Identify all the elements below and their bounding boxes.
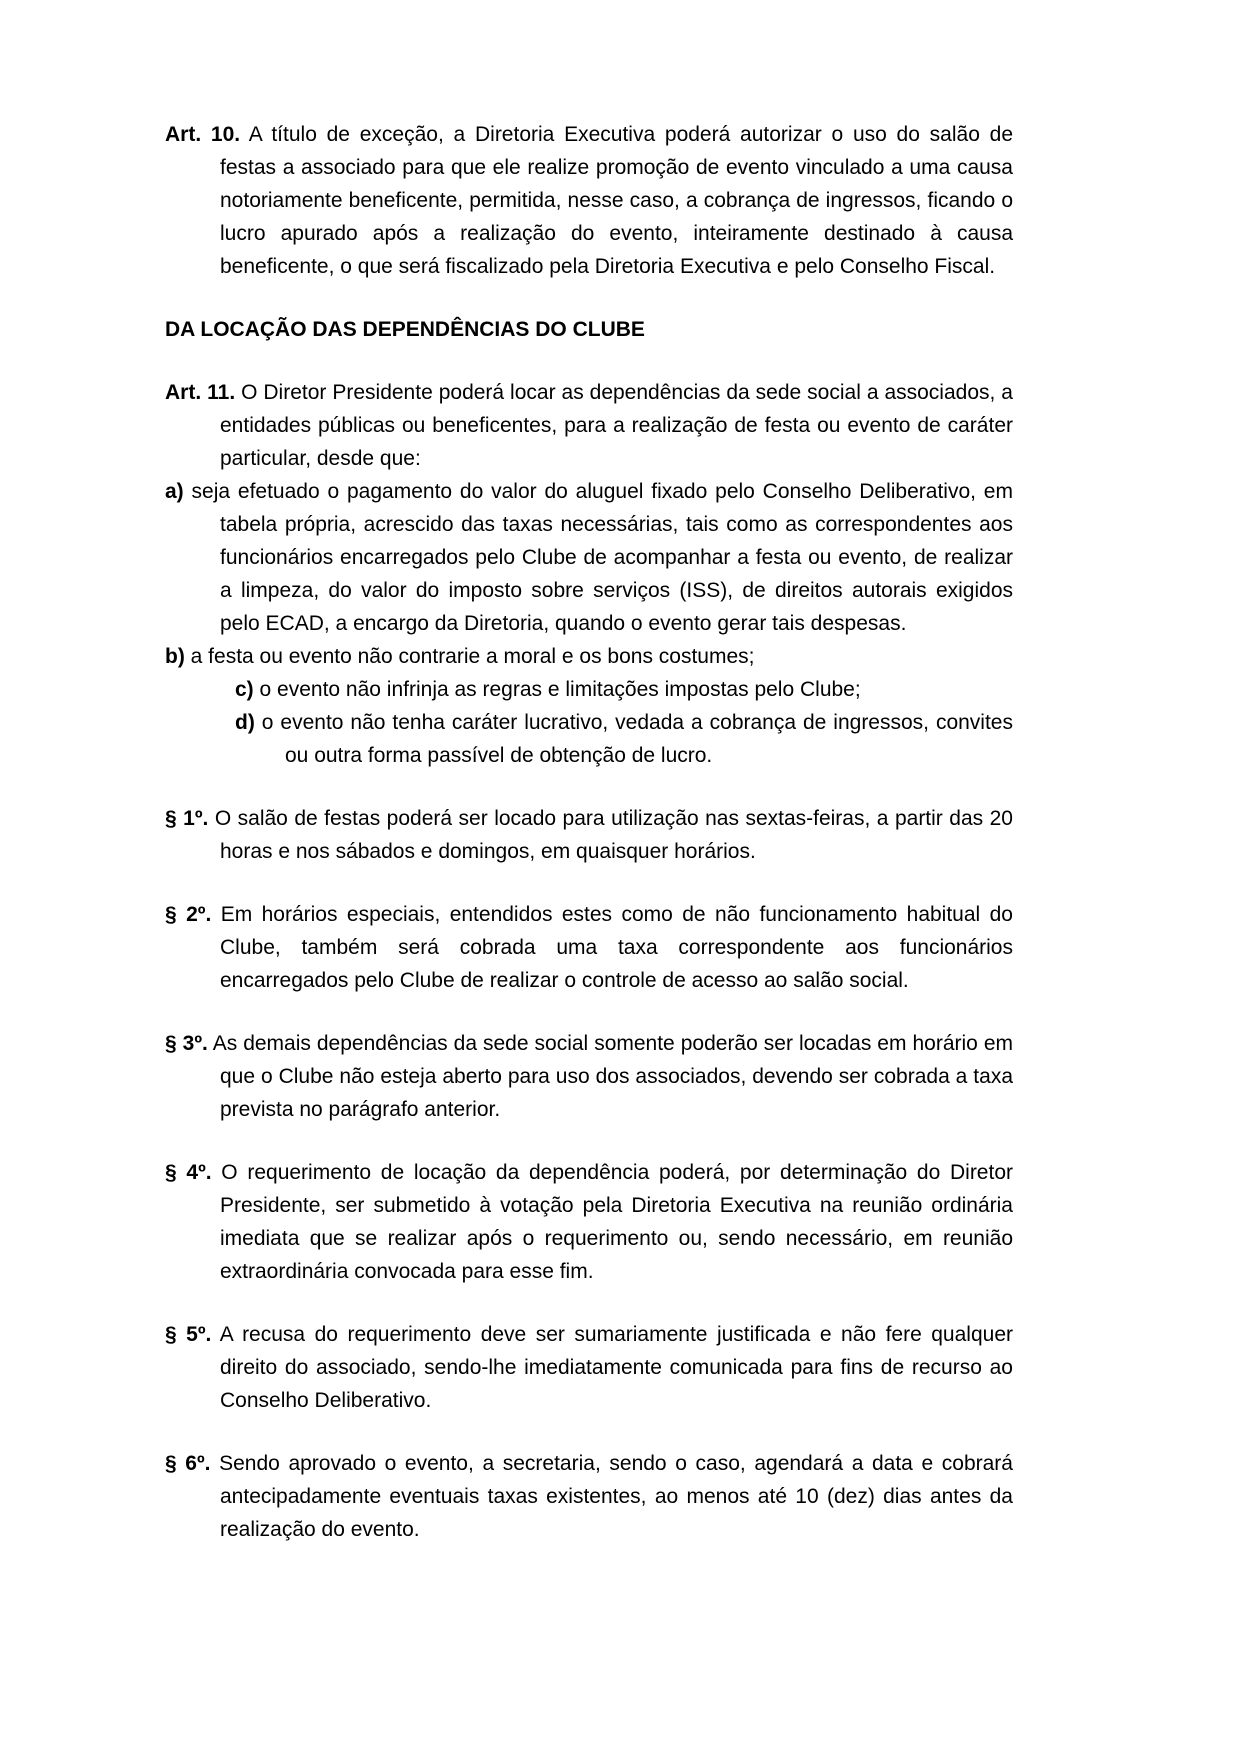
item-b [165, 640, 1013, 673]
item-c-label: c) [235, 678, 254, 701]
paragraph-4-text: O requerimento de locação da dependência poderá, por determinação do Diretor Presidente, ser submetido à votação pela Diretoria Executiva na reunião ordinária imediata que se realizar após o requerimento ou, sendo necessário, em reunião extraordinária convocada para esse fim. [220, 1161, 1013, 1283]
paragraph-5-label: § 5º. [165, 1323, 212, 1346]
item-a-text: seja efetuado o pagamento do valor do aluguel fixado pelo Conselho Deliberativo, em tabela própria, acrescido das taxas necessárias, tais como as correspondentes aos funcionários encarregados pelo Clube de acompanhar a festa ou evento, de realizar a limpeza, do valor do imposto sobre serviços (ISS), de direitos autorais exigidos pelo ECAD, a encargo da Diretoria, quando o evento gerar tais despesas. [191, 480, 1013, 635]
item-a [165, 475, 1013, 640]
paragraph-5 [165, 1318, 1013, 1417]
item-c-text: o evento não infrinja as regras e limitações impostas pelo Clube; [259, 678, 861, 701]
article-11 [165, 376, 1013, 475]
article-10 [165, 118, 1013, 283]
article-11-label: Art. 11. [165, 381, 236, 404]
item-b-label: b) [165, 645, 185, 668]
item-d-label: d) [235, 711, 255, 734]
paragraph-1-text: O salão de festas poderá ser locado para utilização nas sextas-feiras, a partir das 20 horas e nos sábados e domingos, em quaisquer horários. [214, 807, 1013, 863]
paragraph-2-label: § 2º. [165, 903, 212, 926]
paragraph-4-label: § 4º. [165, 1161, 212, 1184]
item-d-text: o evento não tenha caráter lucrativo, vedada a cobrança de ingressos, convites ou outra forma passível de obtenção de lucro. [261, 711, 1013, 767]
paragraph-4 [165, 1156, 1013, 1288]
paragraph-1-label: § 1º. [165, 807, 209, 830]
paragraph-6-label: § 6º. [165, 1452, 211, 1475]
paragraph-1 [165, 802, 1013, 868]
section-heading: DA LOCAÇÃO DAS DEPENDÊNCIAS DO CLUBE [165, 318, 645, 341]
paragraph-3-label: § 3º. [165, 1032, 208, 1055]
paragraph-6 [165, 1447, 1013, 1546]
article-11-text: O Diretor Presidente poderá locar as dependências da sede social a associados, a entidades públicas ou beneficentes, para a realização de festa ou evento de caráter particular, desde que: [220, 381, 1013, 470]
item-c [235, 673, 1013, 706]
item-d [235, 706, 1013, 772]
paragraph-6-text: Sendo aprovado o evento, a secretaria, sendo o caso, agendará a data e cobrará antecipadamente eventuais taxas existentes, ao menos até 10 (dez) dias antes da realização do evento. [219, 1452, 1013, 1541]
paragraph-2 [165, 898, 1013, 997]
item-b-text: a festa ou evento não contrarie a moral e os bons costumes; [190, 645, 755, 668]
article-10-text: A título de exceção, a Diretoria Executiva poderá autorizar o uso do salão de festas a associado para que ele realize promoção de evento vinculado a uma causa notoriamente beneficente, permitida, nesse caso, a cobrança de ingressos, ficando o lucro apurado após a realização do evento, inteiramente destinado à causa beneficente, o que será fiscalizado pela Diretoria Executiva e pelo Conselho Fiscal. [220, 123, 1013, 278]
paragraph-5-text: A recusa do requerimento deve ser sumariamente justificada e não fere qualquer direito do associado, sendo-lhe imediatamente comunicada para fins de recurso ao Conselho Deliberativo. [219, 1323, 1013, 1412]
item-a-label: a) [165, 480, 184, 503]
paragraph-3-text: As demais dependências da sede social somente poderão ser locadas em horário em que o Clube não esteja aberto para uso dos associados, devendo ser cobrada a taxa prevista no parágrafo anterior. [212, 1032, 1013, 1121]
paragraph-2-text: Em horários especiais, entendidos estes como de não funcionamento habitual do Clube, também será cobrada uma taxa correspondente aos funcionários encarregados pelo Clube de realizar o controle de acesso ao salão social. [220, 903, 1013, 992]
paragraph-3 [165, 1027, 1013, 1126]
article-10-label: Art. 10. [165, 123, 241, 146]
